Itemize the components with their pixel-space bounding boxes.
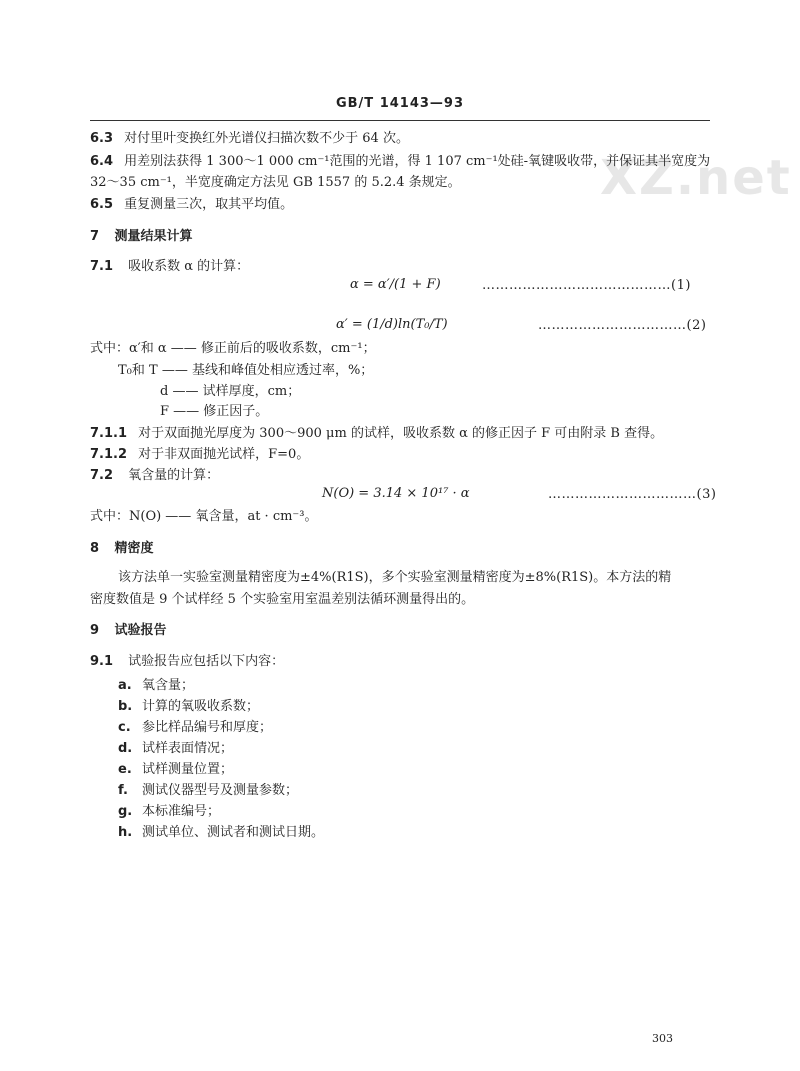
list-marker: d. <box>118 741 133 756</box>
equation-1-number: ……………………………………(1) <box>482 278 691 293</box>
clause-text: 氧含量的计算： <box>128 468 220 483</box>
clause-text: 对于双面抛光厚度为 300～900 μm 的试样，吸收系数 α 的修正因子 F 可由附录 B 查得。 <box>138 426 664 441</box>
where-line-5: 式中：N(O) —— 氧含量，at · cm⁻³。 <box>90 509 318 524</box>
clause-7-2 <box>90 467 219 485</box>
clause-6-5 <box>90 196 293 214</box>
list-item <box>118 821 324 840</box>
list-text: 测试仪器型号及测量参数； <box>142 783 299 798</box>
clause-text: 试验报告应包括以下内容： <box>128 654 285 669</box>
section-7-heading <box>90 228 193 246</box>
section-9-heading <box>90 622 167 640</box>
clause-text: 对付里叶变换红外光谱仪扫描次数不少于 64 次。 <box>124 131 409 146</box>
list-marker: h. <box>118 825 133 840</box>
page-header-standard-code: GB/T 14143—93 <box>335 96 465 111</box>
clause-7-1-1 <box>90 425 663 443</box>
header-rule <box>90 120 710 121</box>
clause-number: 7.2 <box>90 468 114 483</box>
watermark: XZ.net <box>600 150 792 206</box>
clause-6-4-cont: 32～35 cm⁻¹，半宽度确定方法见 GB 1557 的 5.2.4 条规定。 <box>90 175 461 190</box>
list-item <box>118 779 298 798</box>
list-text: 测试单位、测试者和测试日期。 <box>142 825 325 840</box>
equation-2: α′ = (1/d)ln(T₀/T) <box>336 317 448 332</box>
clause-7-1 <box>90 258 249 276</box>
where-line-2: T₀和 T —— 基线和峰值处相应透过率，%； <box>118 363 374 378</box>
equation-3: N(O) = 3.14 × 10¹⁷ · α <box>322 486 470 501</box>
section-title: 试验报告 <box>114 623 167 638</box>
list-item <box>118 716 272 735</box>
list-text: 氧含量； <box>142 678 195 693</box>
list-marker: b. <box>118 699 133 714</box>
where-line-3: d —— 试样厚度，cm； <box>160 384 301 399</box>
section-number: 7 <box>90 229 100 244</box>
list-text: 试样测量位置； <box>142 762 234 777</box>
clause-6-3 <box>90 130 409 148</box>
list-text: 本标准编号； <box>142 804 221 819</box>
equation-2-number: ……………………………(2) <box>538 318 707 333</box>
section-number: 8 <box>90 541 100 556</box>
list-text: 参比样品编号和厚度； <box>142 720 273 735</box>
clause-number: 6.5 <box>90 197 114 212</box>
list-item <box>118 737 233 756</box>
clause-text: 对于非双面抛光试样，F=0。 <box>138 447 310 462</box>
equation-1: α = α′/(1 + F) <box>350 277 441 292</box>
list-marker: g. <box>118 804 133 819</box>
clause-6-4 <box>90 153 710 171</box>
clause-number: 6.4 <box>90 154 114 169</box>
list-marker: f. <box>118 783 128 798</box>
equation-3-number: ……………………………(3) <box>548 487 717 502</box>
clause-number: 7.1.2 <box>90 447 128 462</box>
list-marker: c. <box>118 720 131 735</box>
section-8-paragraph-line-2: 密度数值是 9 个试样经 5 个实验室用室温差别法循环测量得出的。 <box>90 592 475 607</box>
list-item <box>118 695 259 714</box>
list-text: 计算的氧吸收系数； <box>142 699 260 714</box>
section-title: 精密度 <box>114 541 154 556</box>
list-item <box>118 800 220 819</box>
list-item <box>118 758 233 777</box>
clause-number: 6.3 <box>90 131 114 146</box>
clause-number: 7.1.1 <box>90 426 128 441</box>
page-number: 303 <box>652 1032 673 1045</box>
clause-number: 9.1 <box>90 654 114 669</box>
section-8-paragraph-line-1: 该方法单一实验室测量精密度为±4%(R1S)，多个实验室测量精密度为±8%(R1S)。本方法的精 <box>118 570 672 585</box>
list-marker: e. <box>118 762 132 777</box>
where-line-1: 式中：α′和 α —— 修正前后的吸收系数，cm⁻¹； <box>90 341 376 356</box>
where-line-4: F —— 修正因子。 <box>160 404 269 419</box>
clause-text: 吸收系数 α 的计算： <box>128 259 250 274</box>
clause-9-1 <box>90 653 284 671</box>
clause-number: 7.1 <box>90 259 114 274</box>
clause-text: 用差别法获得 1 300～1 000 cm⁻¹范围的光谱，得 1 107 cm⁻¹处硅-氧键吸收带，并保证其半宽度为 <box>124 154 711 169</box>
list-marker: a. <box>118 678 132 693</box>
list-text: 试样表面情况； <box>142 741 234 756</box>
section-8-heading <box>90 540 154 558</box>
section-number: 9 <box>90 623 100 638</box>
list-item <box>118 674 194 693</box>
section-title: 测量结果计算 <box>114 229 193 244</box>
clause-7-1-2 <box>90 446 309 464</box>
clause-text: 重复测量三次，取其平均值。 <box>124 197 294 212</box>
